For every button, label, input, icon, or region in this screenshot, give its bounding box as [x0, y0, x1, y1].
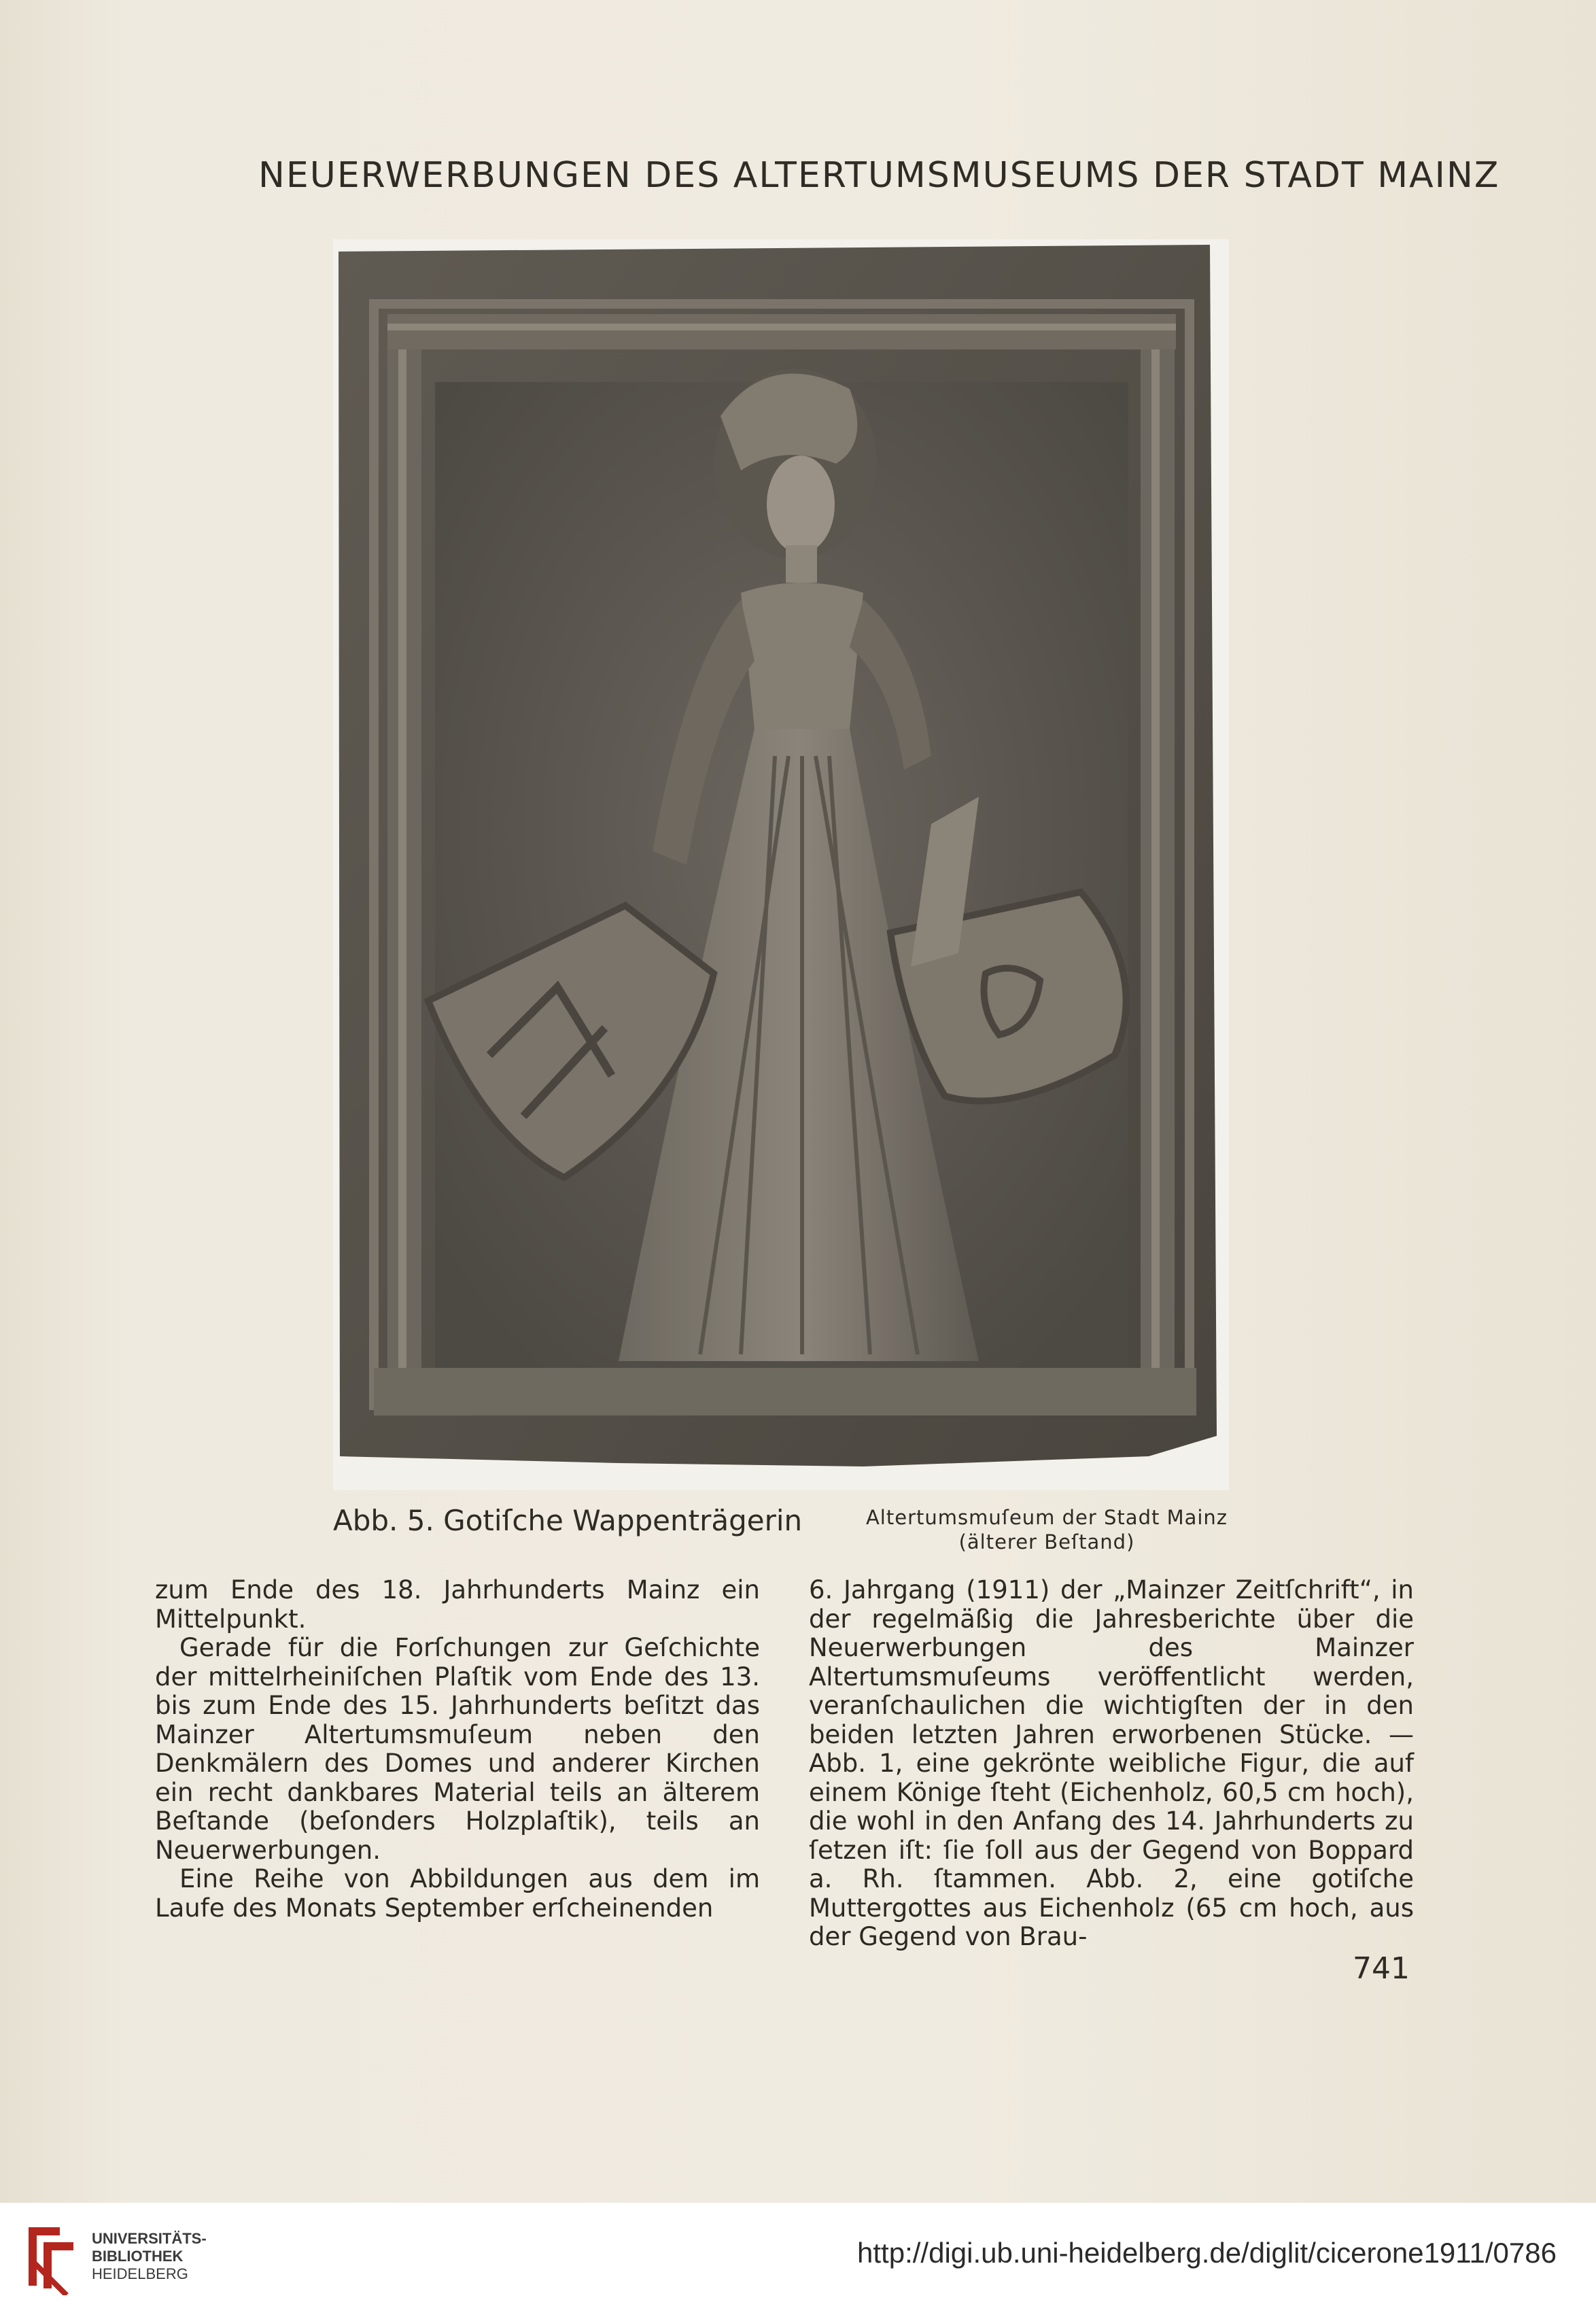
- figure-caption: Abb. 5. Gotiſche Wappenträgerin: [333, 1504, 803, 1537]
- running-header: NEUERWERBUNGEN DES ALTERTUMSMUSEUMS DER STADT MAINZ: [258, 155, 1500, 196]
- paragraph: zum Ende des 18. Jahrhunderts Mainz ein Mittelpunkt.: [155, 1575, 760, 1634]
- library-logo-icon: [19, 2220, 84, 2295]
- relief-image: [333, 239, 1229, 1490]
- page-number: 741: [1353, 1951, 1410, 1986]
- library-name: [92, 2230, 207, 2283]
- source-url-link[interactable]: http://digi.ub.uni-heidelberg.de/diglit/cicerone1911/0786: [857, 2237, 1557, 2269]
- digitization-footer: [0, 2203, 1596, 2317]
- paragraph: Eine Reihe von Abbildungen aus dem im Laufe des Monats September erſcheinenden: [155, 1864, 760, 1923]
- library-name-line3: HEIDELBERG: [92, 2265, 188, 2282]
- figure-credit-line1: Altertumsmuſeum der Stadt Mainz: [865, 1506, 1228, 1529]
- figure-credit-line2: (älterer Beſtand): [958, 1530, 1135, 1554]
- text-column-right: [809, 1576, 1414, 1952]
- figure-credit: [843, 1505, 1251, 1554]
- text-column-left: [155, 1576, 760, 1923]
- paragraph: Gerade für die Forſchungen zur Geſchichte der mittelrheiniſchen Plaſtik vom Ende des 13. bis zum Ende des 15. Jahrhunderts beſitzt das Mainzer Altertumsmuſeum neben den Denkmälern des Domes und anderer Kirchen ein recht dankbares Material teils an älterem Beſtande (beſonders Holzplaſtik), teils an Neuerwerbungen.: [155, 1633, 760, 1865]
- relief-photograph: [333, 239, 1229, 1490]
- library-name-line1: UNIVERSITÄTS-: [92, 2230, 207, 2247]
- paragraph: 6. Jahrgang (1911) der „Mainzer Zeitſchrift“, in der regelmäßig die Jahresberichte über die Neuerwerbungen des Mainzer Altertumsmuſeums veröffentlicht werden, veranſchaulichen die wichtigſten der in den beiden letzten Jahren erworbenen Stücke. — Abb. 1, eine gekrönte weibliche Figur, die auf einem Könige ſteht (Eichenholz, 60,5 cm hoch), die wohl in den Anfang des 14. Jahrhunderts zu ſetzen iſt: ſie ſoll aus der Gegend von Boppard a. Rh. ſtammen. Abb. 2, eine gotiſche Muttergottes aus Eichenholz (65 cm hoch, aus der Gegend von Brau-: [809, 1575, 1414, 1951]
- library-name-line2: BIBLIOTHEK: [92, 2248, 184, 2265]
